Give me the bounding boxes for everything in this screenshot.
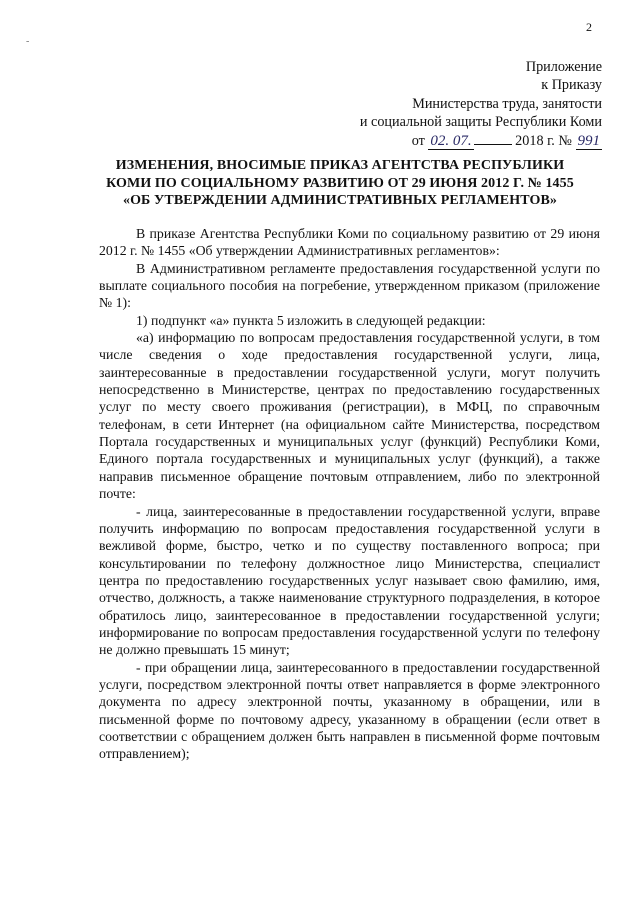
document-title	[80, 157, 600, 210]
title-line: «ОБ УТВЕРЖДЕНИИ АДМИНИСТРАТИВНЫХ РЕГЛАМЕНТОВ»	[122, 193, 558, 209]
paragraph: В приказе Агентства Республики Коми по социальному развитию от 29 июня 2012 г. № 1455 «Об утверждении Административных регламентов»:	[99, 226, 600, 259]
appendix-line: Приложение	[525, 59, 602, 75]
paragraph: В Административном регламенте предоставления государственной услуги по выплате социального пособия на погребение, утвержденном приказом (приложение № 1):	[99, 260, 600, 311]
page-number: 2	[586, 20, 592, 34]
date-blank-line	[474, 132, 512, 145]
document-body	[99, 225, 600, 763]
appendix-line: и социальной защиты Республики Коми	[359, 114, 602, 131]
order-date-line	[360, 132, 602, 150]
appendix-line: Министерства труда, занятости	[412, 95, 602, 112]
handwritten-date: 02. 07.	[430, 132, 472, 149]
date-prefix: от	[411, 132, 425, 149]
paragraph: - при обращении лица, заинтересованного в предоставлении государственной услуги, посредством электронной почты ответ направляется в форме электронного документа по адресу электронной почты, указанному в обращении, или в письменной форме по почтовому адресу, указанному в обращении (если ответ в соответствии с обращением должен быть направлен в письменной форме почтовым отправлением);	[99, 659, 600, 762]
paragraph: - лица, заинтересованные в предоставлении государственной услуги, вправе получить информацию по вопросам предоставления государственной услуги в вежливой форме, быстро, четко и по существу поставленного вопроса; при консультировании по телефону должностное лицо Министерства, специалист центра по предоставлению государственных услуг называет свою фамилию, имя, отчество, должность, а также наименование структурного подразделения, в которое обратилось лицо, заинтересованное в предоставлении государственной услуги; информирование по вопросам предоставления государственной услуги по телефону не должно превышать 15 минут;	[99, 503, 600, 658]
appendix-line: к Приказу	[541, 77, 602, 94]
title-line: ИЗМЕНЕНИЯ, ВНОСИМЫЕ ПРИКАЗ АГЕНТСТВА РЕСПУБЛИКИ	[115, 158, 565, 173]
year-and-number-label: 2018 г. №	[515, 132, 572, 149]
paragraph: «а) информацию по вопросам предоставления государственной услуги, в том числе сведения о ходе предоставления государственной услуги, лица, заинтересованные в предоставлении государственной услуги, могут получить непосредственно в Министерстве, центрах по предоставлению государственных услуг по месту своего проживания (регистрации), в МФЦ, по справочным телефонам, в сети Интернет (на официальном сайте Министерства, посредством Портала государственных и муниципальных услуг (функций) Республики Коми, Единого портала государственных и муниципальных услуг (функций), а также направив письменное обращение почтовым отправлением, либо по электронной почте:	[99, 330, 600, 502]
title-line: КОМИ ПО СОЦИАЛЬНОМУ РАЗВИТИЮ ОТ 29 ИЮНЯ 2012 Г. № 1455	[106, 175, 574, 191]
paragraph: 1) подпункт «а» пункта 5 изложить в следующей редакции:	[136, 312, 486, 328]
handwritten-order-number: 991	[577, 132, 600, 149]
appendix-header	[360, 58, 602, 150]
margin-mark: -	[26, 36, 30, 47]
